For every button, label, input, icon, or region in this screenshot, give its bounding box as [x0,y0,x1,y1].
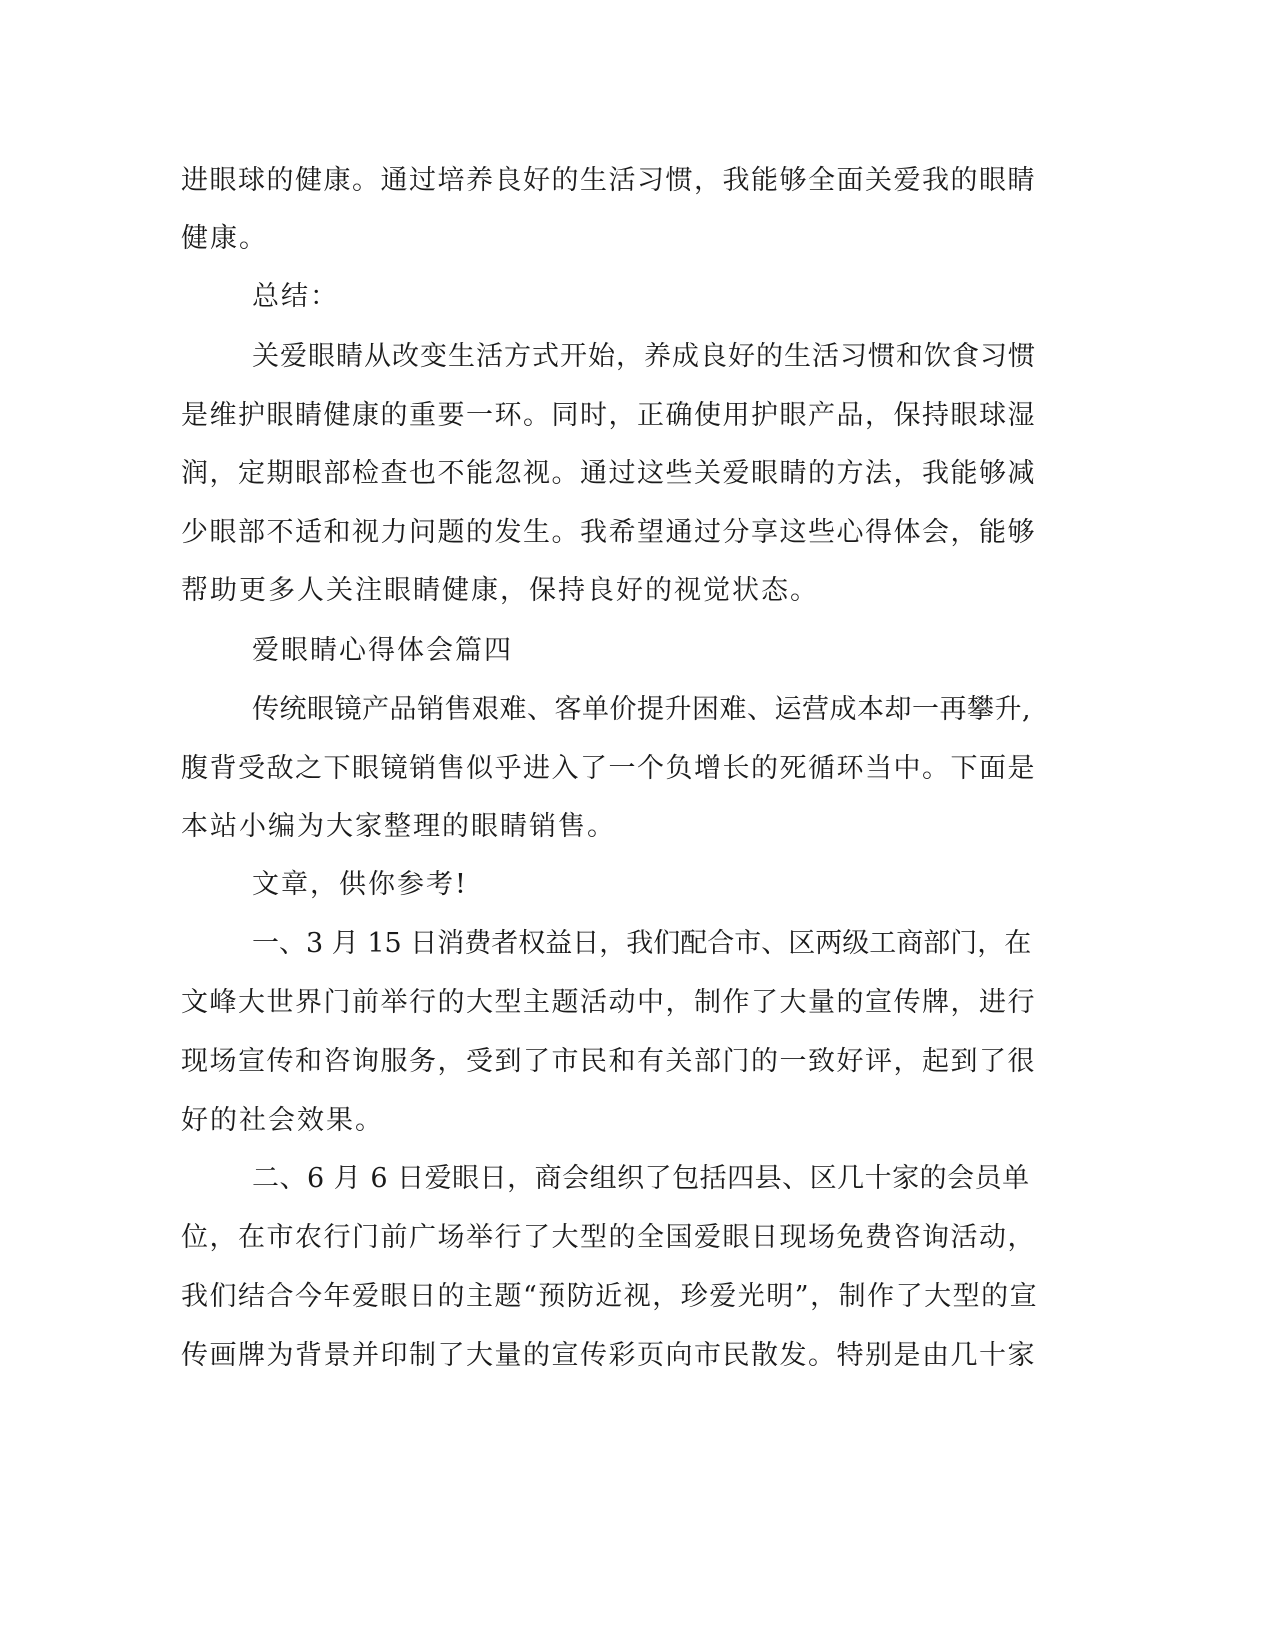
text-line: 润，定期眼部检查也不能忽视。通过这些关爱眼睛的方法，我能够减 [181,458,1036,489]
text-line: 帮助更多人关注眼睛健康，保持良好的视觉状态。 [181,575,819,606]
text-line: 传画牌为背景并印制了大量的宣传彩页向市民散发。特别是由几十家 [181,1340,1036,1371]
text-line: 少眼部不适和视力问题的发生。我希望通过分享这些心得体会，能够 [181,517,1036,548]
section-heading: 总结： [252,281,339,312]
text-line: 是维护眼睛健康的重要一环。同时，正确使用护眼产品，保持眼球湿 [181,400,1036,431]
text-line: 本站小编为大家整理的眼睛销售。 [181,811,616,842]
text-line: 进眼球的健康。通过培养良好的生活习惯，我能够全面关爱我的眼睛 [181,165,1036,196]
text-line: 一、3 月 15 日消费者权益日，我们配合市、区两级工商部门，在 [252,928,1032,959]
text-line: 健康。 [181,223,268,254]
text-line: 关爱眼睛从改变生活方式开始，养成良好的生活习惯和饮食习惯 [252,341,1036,372]
text-line: 文章，供你参考! [252,869,468,900]
text-line: 现场宣传和咨询服务，受到了市民和有关部门的一致好评，起到了很 [181,1046,1036,1077]
text-line: 我们结合今年爱眼日的主题“预防近视，珍爱光明”，制作了大型的宣 [181,1281,1039,1312]
text-line: 二、6 月 6 日爱眼日，商会组织了包括四县、区几十家的会员单 [252,1163,1030,1194]
text-line: 传统眼镜产品销售艰难、客单价提升困难、运营成本却一再攀升, [252,694,1032,725]
text-line: 文峰大世界门前举行的大型主题活动中，制作了大量的宣传牌，进行 [181,987,1036,1018]
text-line: 腹背受敌之下眼镜销售似乎进入了一个负增长的死循环当中。下面是 [181,753,1036,784]
section-heading: 爱眼睛心得体会篇四 [252,635,513,666]
text-line: 位，在市农行门前广场举行了大型的全国爱眼日现场免费咨询活动， [181,1222,1036,1253]
text-line: 好的社会效果。 [181,1105,384,1136]
